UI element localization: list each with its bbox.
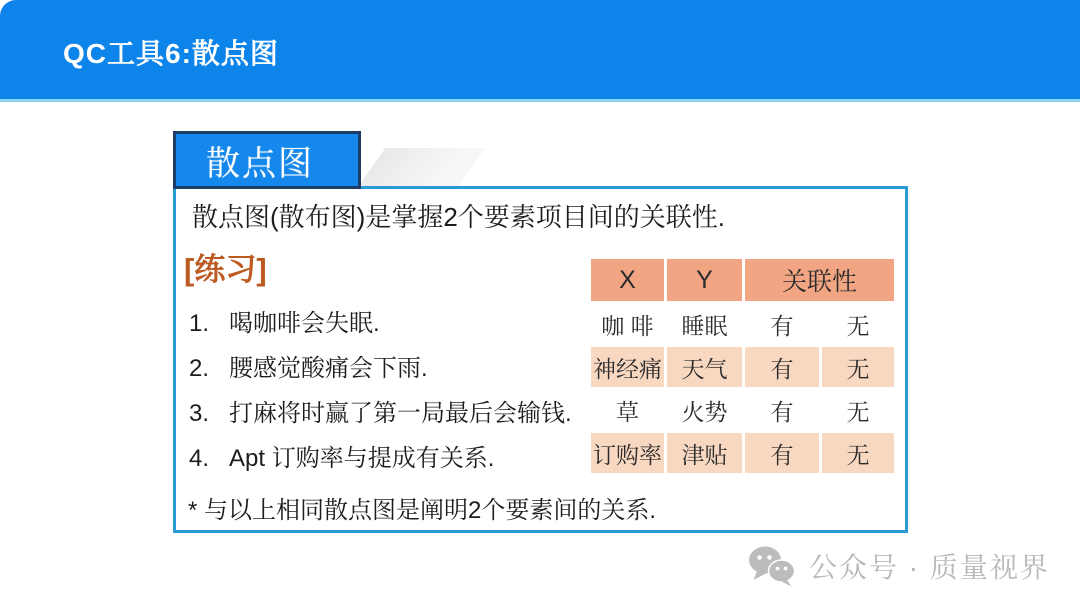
list-item-number: 3. bbox=[189, 400, 210, 427]
list-item bbox=[189, 301, 572, 346]
table-row bbox=[591, 347, 894, 387]
list-item bbox=[189, 391, 572, 436]
column-header-x: X bbox=[591, 259, 664, 301]
cell-no-relation: 无 bbox=[822, 390, 894, 430]
section-tab bbox=[173, 131, 361, 189]
intro-text: 散点图(散布图)是掌握2个要素项目间的关联性. bbox=[192, 202, 726, 232]
slide-title: QC工具6:散点图 bbox=[63, 38, 279, 69]
cell-y: 火势 bbox=[667, 390, 742, 430]
table-header-row bbox=[591, 259, 894, 301]
cell-has-relation: 有 bbox=[745, 304, 819, 344]
cell-y: 天气 bbox=[667, 347, 742, 387]
practice-heading: [练习] bbox=[184, 252, 267, 287]
tab-shadow-decoration bbox=[359, 148, 486, 186]
table-row bbox=[591, 390, 894, 430]
cell-x: 咖 啡 bbox=[591, 304, 664, 344]
table-row bbox=[591, 304, 894, 344]
cell-y: 睡眠 bbox=[667, 304, 742, 344]
table-row bbox=[591, 433, 894, 473]
cell-has-relation: 有 bbox=[745, 347, 819, 387]
list-item bbox=[189, 436, 572, 481]
footnote-text: * 与以上相同散点图是阐明2个要素间的关系. bbox=[188, 497, 657, 524]
cell-x: 订购率 bbox=[591, 433, 664, 473]
cell-has-relation: 有 bbox=[745, 433, 819, 473]
cell-no-relation: 无 bbox=[822, 304, 894, 344]
wechat-icon bbox=[748, 545, 796, 587]
watermark-text: 公众号 · 质量视界 bbox=[809, 552, 1050, 583]
content-card bbox=[173, 186, 908, 533]
list-item-text: Apt 订购率与提成有关系. bbox=[229, 445, 495, 472]
list-item-number: 4. bbox=[189, 445, 210, 472]
cell-no-relation: 无 bbox=[822, 433, 894, 473]
column-header-relation: 关联性 bbox=[745, 259, 894, 301]
cell-x: 草 bbox=[591, 390, 664, 430]
list-item bbox=[189, 346, 572, 391]
cell-y: 津贴 bbox=[667, 433, 742, 473]
practice-list bbox=[189, 301, 572, 481]
list-item-text: 打麻将时赢了第一局最后会输钱. bbox=[229, 400, 572, 427]
cell-has-relation: 有 bbox=[745, 390, 819, 430]
list-item-text: 腰感觉酸痛会下雨. bbox=[229, 355, 428, 382]
list-item-number: 2. bbox=[189, 355, 210, 382]
list-item-text: 喝咖啡会失眠. bbox=[229, 310, 380, 337]
column-header-y: Y bbox=[667, 259, 742, 301]
relation-table bbox=[588, 256, 897, 476]
cell-no-relation: 无 bbox=[822, 347, 894, 387]
section-tab-label: 散点图 bbox=[206, 144, 314, 183]
cell-x: 神经痛 bbox=[591, 347, 664, 387]
list-item-number: 1. bbox=[189, 310, 210, 337]
slide-title-banner bbox=[0, 0, 1080, 102]
wechat-watermark bbox=[748, 545, 1050, 587]
